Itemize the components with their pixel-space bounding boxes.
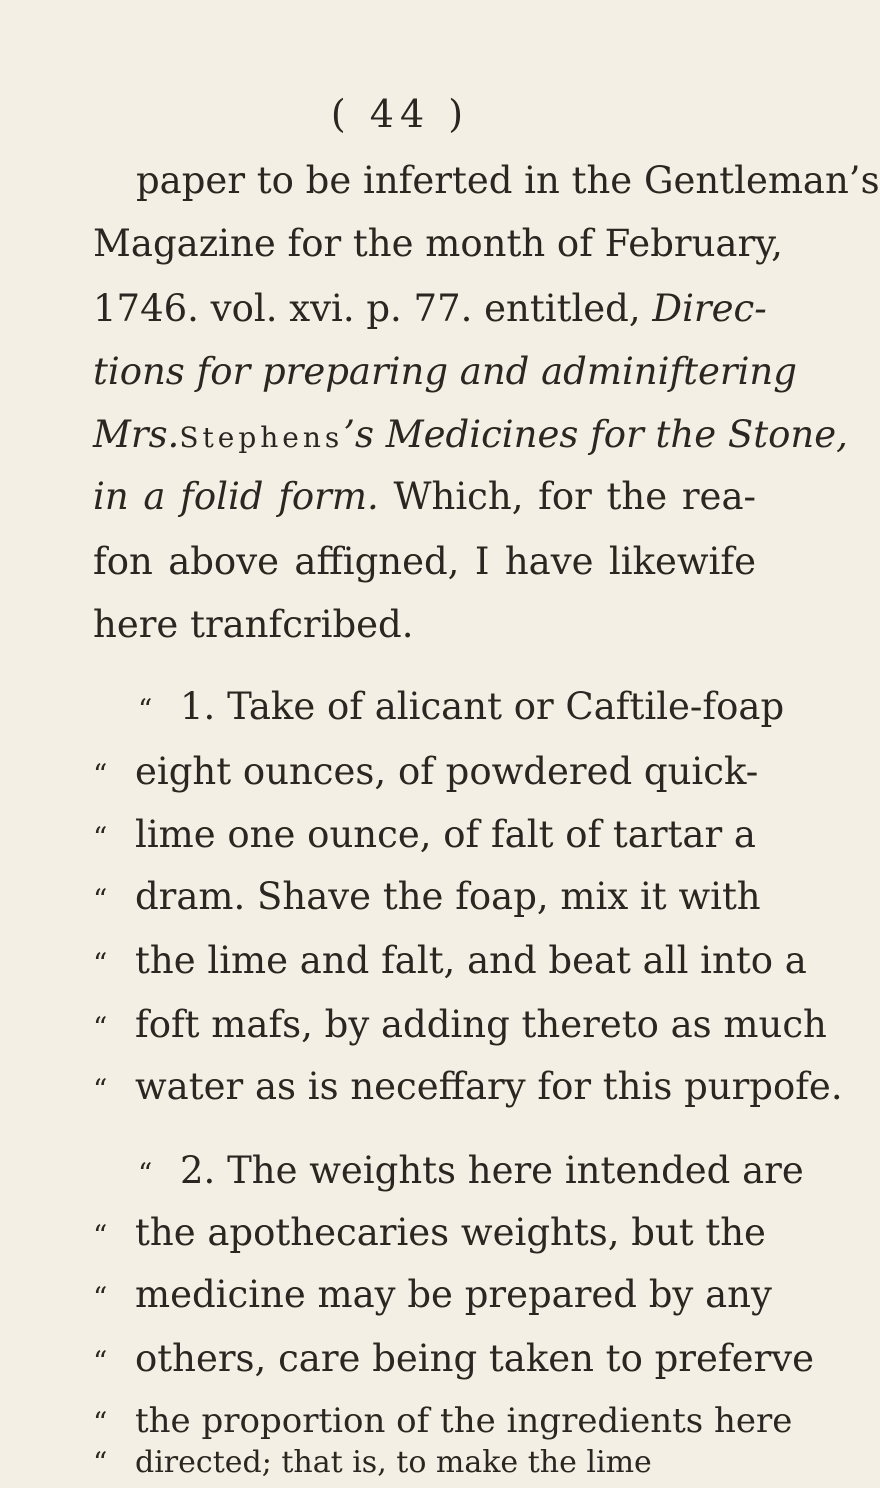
quote-mark: “ [93, 883, 108, 916]
quote-mark: “ [93, 1219, 108, 1252]
page-number: ( 44 ) [330, 92, 470, 136]
quote-mark: “ [93, 1011, 108, 1044]
intro-line-6-b: Which, for the rea- [393, 475, 757, 518]
intro-line-4: tions for preparing and adminiftering [93, 350, 797, 393]
intro-line-5 [93, 413, 848, 456]
p2-line-4 [93, 1337, 814, 1380]
p1-line-4 [93, 875, 761, 918]
p2-line-2-text: the apothecaries weights, but the [135, 1211, 766, 1254]
p1-line-5-text: the lime and falt, and beat all into a [135, 939, 807, 982]
p1-line-3 [93, 813, 756, 856]
intro-line-3-a: 1746. vol. xvi. p. 77. entitled, [93, 287, 641, 330]
quote-mark: “ [93, 821, 108, 854]
p2-line-6 [93, 1445, 652, 1480]
p1-line-3-text: lime one ounce, of falt of tartar a [135, 813, 756, 856]
quote-mark: “ [93, 1406, 108, 1439]
intro-line-2: Magazine for the month of February, [93, 222, 783, 265]
p1-line-1-text: 1. Take of alicant or Caftile-foap [180, 685, 785, 728]
p2-line-5-text: the proportion of the ingredients here [135, 1401, 793, 1441]
quote-mark: “ [93, 947, 108, 980]
p1-line-6-text: foft mafs, by adding thereto as much [135, 1003, 827, 1046]
p2-line-3-text: medicine may be prepared by any [135, 1273, 772, 1316]
intro-line-6 [93, 475, 757, 518]
quote-mark: “ [93, 1281, 108, 1314]
p1-line-1 [93, 685, 785, 728]
p1-line-5 [93, 939, 807, 982]
p1-line-7 [93, 1065, 843, 1108]
intro-line-1: paper to be inferted in the Gentleman’s [136, 159, 880, 202]
quote-mark: “ [93, 1073, 108, 1106]
p2-line-1-text: 2. The weights here intended are [180, 1149, 804, 1192]
p2-line-5 [93, 1401, 793, 1441]
quote-mark: “ [138, 1157, 153, 1190]
quote-mark: “ [93, 758, 108, 791]
quote-mark: “ [138, 693, 153, 726]
quote-mark: “ [93, 1446, 108, 1479]
intro-line-5-c: ’s Medicines for the Stone, [343, 413, 848, 456]
intro-line-5-b: Stephens [179, 421, 344, 454]
intro-line-3-b: Direc- [652, 287, 767, 330]
p1-line-2 [93, 750, 759, 793]
p2-line-6-text: directed; that is, to make the lime [135, 1445, 652, 1480]
p1-line-4-text: dram. Shave the foap, mix it with [135, 875, 761, 918]
intro-line-5-a: Mrs. [93, 413, 180, 456]
intro-line-3 [93, 287, 767, 330]
intro-line-7: fon above affigned, I have likewife [93, 540, 756, 583]
quote-mark: “ [93, 1345, 108, 1378]
p1-line-2-text: eight ounces, of powdered quick- [135, 750, 759, 793]
intro-line-8: here tranfcribed. [93, 603, 414, 646]
p2-line-1 [138, 1149, 804, 1192]
p2-line-3 [93, 1273, 772, 1316]
intro-line-6-a: in a folid form. [93, 475, 379, 518]
p2-line-2 [93, 1211, 766, 1254]
p2-line-4-text: others, care being taken to preferve [135, 1337, 814, 1380]
p1-line-7-text: water as is neceffary for this purpofe. [135, 1065, 843, 1108]
p1-line-6 [93, 1003, 827, 1046]
